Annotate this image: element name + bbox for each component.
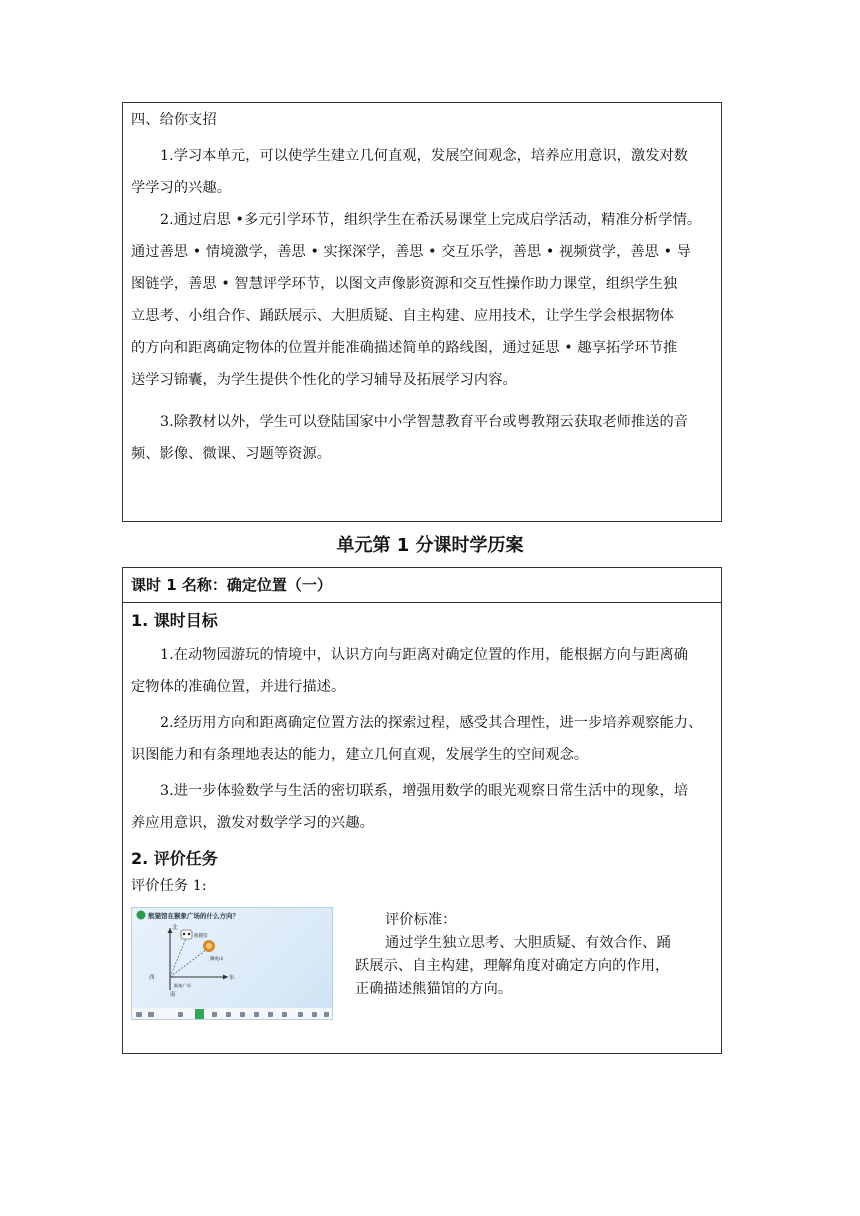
section-title: 四、给你支招 <box>131 112 217 128</box>
svg-text:猴象广场: 猴象广场 <box>174 983 191 988</box>
paragraph-line: 图链学，善思 • 智慧评学环节，以图文声像影资源和交互性操作助力课堂，组织学生独 <box>131 276 678 292</box>
paragraph-line: 学学习的兴趣。 <box>131 180 232 196</box>
svg-text:狮虎山: 狮虎山 <box>210 957 224 962</box>
criteria-label: 评价标准： <box>385 912 457 928</box>
paragraph-line: 2.通过启思 •多元引学环节，组织学生在希沃易课堂上完成启学活动，精准分析学情。 <box>160 212 702 228</box>
criteria-line: 通过学生独立思考、大胆质疑、有效合作、踊 <box>385 935 671 951</box>
panda-icon <box>181 930 192 939</box>
svg-text:南: 南 <box>170 992 176 998</box>
svg-text:北: 北 <box>172 925 178 931</box>
goal-line: 定物体的准确位置，并进行描述。 <box>131 679 346 695</box>
paragraph-line: 通过善思 • 情境激学，善思 • 实探深学，善思 • 交互乐学，善思 • 视频赏学，善思 • 导 <box>131 244 691 260</box>
screenshot-question: 熊猫馆在猴象广场的什么方向？ <box>148 912 239 920</box>
criteria-line: 跃展示、自主构建，理解角度对确定方向的作用， <box>355 958 670 974</box>
goal-line: 1.在动物园游玩的情境中，认识方向与距离对确定位置的作用，能根据方向与距离确 <box>160 647 689 663</box>
goals-title: 1. 课时目标 <box>131 611 218 630</box>
lesson-box <box>122 567 722 1054</box>
paragraph-line: 1.学习本单元，可以使学生建立几何直观，发展空间观念，培养应用意识，激发对数 <box>160 148 689 164</box>
svg-text:东: 东 <box>229 975 235 981</box>
goal-line: 养应用意识，激发对数学学习的兴趣。 <box>131 815 374 831</box>
task-label: 评价任务 1: <box>131 878 207 894</box>
paragraph-line: 立思考、小组合作、踊跃展示、大胆质疑、自主构建、应用技术，让学生学会根据物体 <box>131 308 674 324</box>
svg-text:西: 西 <box>149 975 155 981</box>
goal-line: 3.进一步体验数学与生活的密切联系，增强用数学的眼光观察日常生活中的现象，培 <box>160 783 689 799</box>
eval-title: 2. 评价任务 <box>131 849 218 868</box>
criteria-line: 正确描述熊猫馆的方向。 <box>355 981 513 997</box>
paragraph-line: 频、影像、微课、习题等资源。 <box>131 446 332 462</box>
svg-text:熊猫馆: 熊猫馆 <box>194 934 208 939</box>
paragraph-line: 送学习锦囊，为学生提供个性化的学习辅导及拓展学习内容。 <box>131 372 517 388</box>
goal-line: 2.经历用方向和距离确定位置方法的探索过程，感受其合理性，进一步培养观察能力、 <box>160 715 703 731</box>
unit-heading: 单元第 1 分课时学历案 <box>336 535 524 556</box>
paragraph-line: 3.除教材以外，学生可以登陆国家中小学智慧教育平台或粤教翔云获取老师推送的音 <box>160 414 689 430</box>
goal-line: 识图能力和有条理地表达的能力，建立几何直观，发展学生的空间观念。 <box>131 747 589 763</box>
task-screenshot <box>131 907 333 1020</box>
support-section-box <box>122 102 722 522</box>
lesson-name-row: 课时 1 名称：确定位置（一） <box>123 568 721 603</box>
paragraph-line: 的方向和距离确定物体的位置并能准确描述简单的路线图，通过延思 • 趣享拓学环节推 <box>131 340 678 356</box>
